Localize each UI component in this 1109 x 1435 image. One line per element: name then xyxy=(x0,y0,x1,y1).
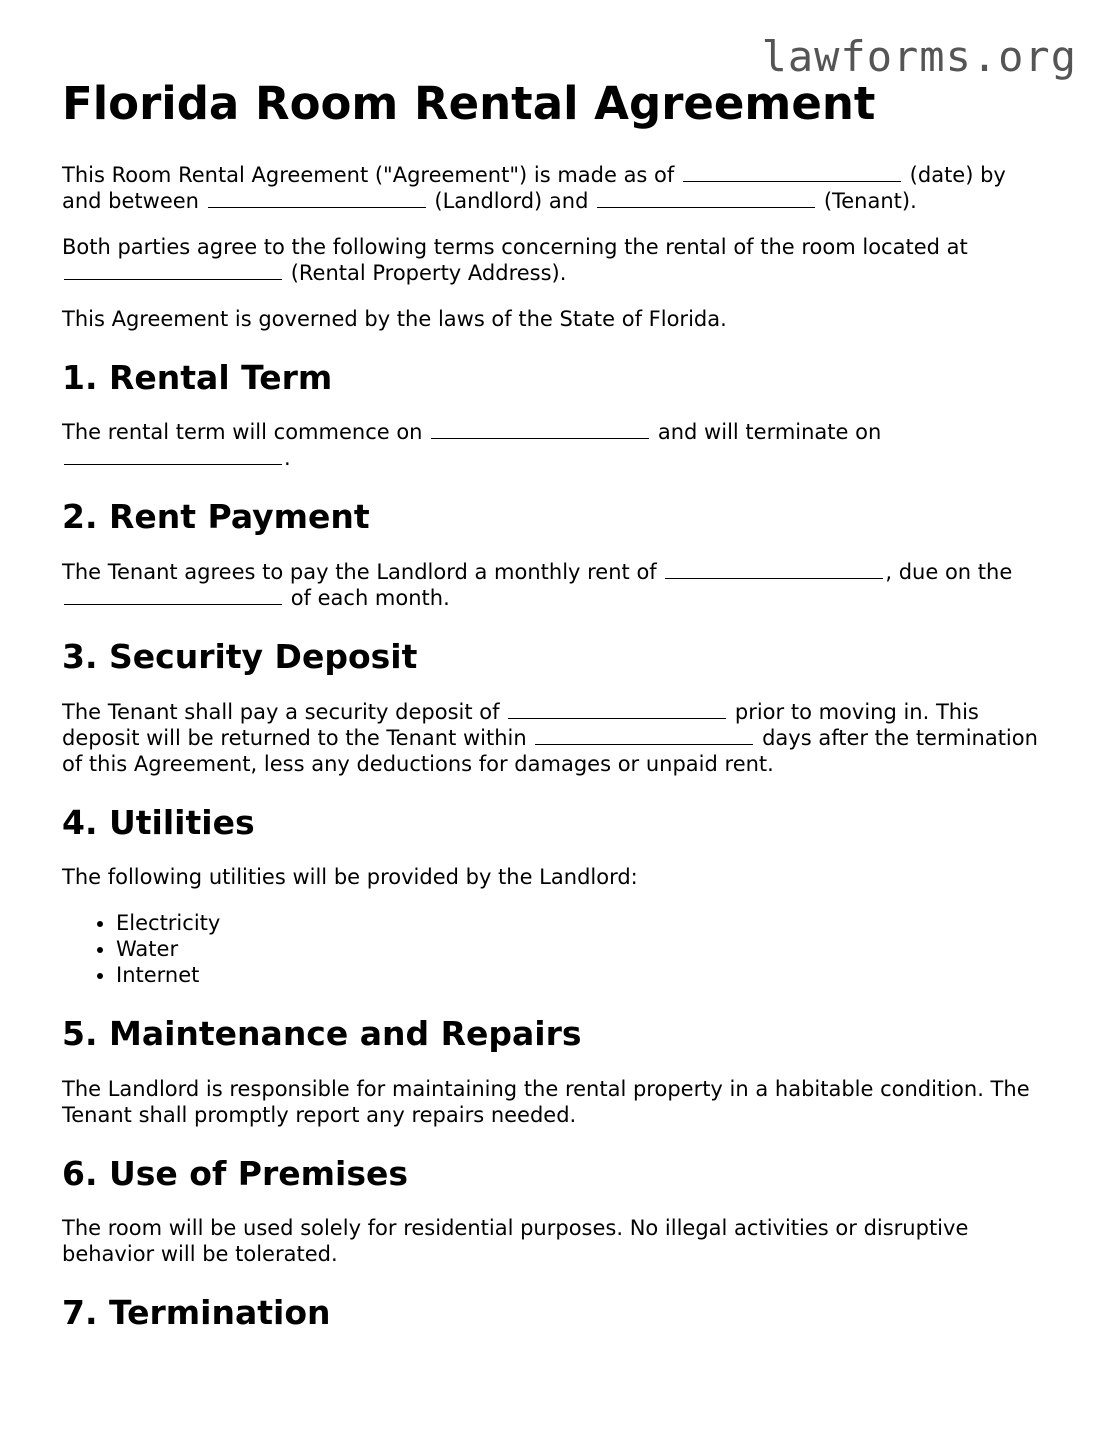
list-item: • Internet xyxy=(116,962,1052,988)
rental-term-text-c: . xyxy=(284,446,291,471)
intro-text-c: (Landlord) and xyxy=(434,188,589,213)
document-body xyxy=(62,78,1052,1355)
utilities-list xyxy=(62,910,1052,988)
monthly-rent-blank[interactable] xyxy=(665,560,883,579)
rental-term-paragraph xyxy=(62,419,1052,471)
rent-payment-text-a: The Tenant agrees to pay the Landlord a monthly rent of xyxy=(62,559,657,584)
governing-law-paragraph: This Agreement is governed by the laws of the State of Florida. xyxy=(62,306,727,331)
deposit-amount-blank[interactable] xyxy=(508,700,726,719)
use-of-premises-paragraph: The room will be used solely for residential purposes. No illegal activities or disruptive behavior will be tolerated. xyxy=(62,1216,969,1267)
rental-term-text-b: and will terminate on xyxy=(657,420,882,445)
section-heading-security-deposit: 3. Security Deposit xyxy=(62,636,418,676)
tenant-blank[interactable] xyxy=(597,189,815,208)
deposit-text-b: prior to moving in. This deposit will be returned to the Tenant within xyxy=(62,699,979,750)
deposit-text-c: days after the termination of this Agreement, less any deductions for damages or unpaid rent. xyxy=(62,725,1038,776)
maintenance-paragraph: The Landlord is responsible for maintaining the rental property in a habitable condition. The Tenant shall promptly report any repairs needed. xyxy=(62,1076,1030,1127)
rent-payment-text-c: of each month. xyxy=(290,585,450,610)
section-heading-maintenance: 5. Maintenance and Repairs xyxy=(62,1014,582,1054)
watermark-text: lawforms.org xyxy=(761,32,1077,81)
due-day-blank[interactable] xyxy=(64,586,282,605)
intro-text-a: This Room Rental Agreement ("Agreement") is made as of xyxy=(62,162,675,187)
section-heading-rental-term: 1. Rental Term xyxy=(62,357,333,397)
date-blank[interactable] xyxy=(683,163,901,182)
deposit-text-a: The Tenant shall pay a security deposit of xyxy=(62,699,500,724)
section-heading-rent-payment: 2. Rent Payment xyxy=(62,497,370,537)
return-days-blank[interactable] xyxy=(535,726,753,745)
utilities-paragraph: The following utilities will be provided by the Landlord: xyxy=(62,865,638,890)
section-heading-use-of-premises: 6. Use of Premises xyxy=(62,1153,409,1193)
intro-text-d: (Tenant). xyxy=(823,188,917,213)
landlord-blank[interactable] xyxy=(208,189,426,208)
intro-paragraph-property xyxy=(62,234,1052,286)
property-text-a: Both parties agree to the following terms concerning the rental of the room located at xyxy=(62,234,968,259)
rent-payment-paragraph xyxy=(62,559,1052,611)
commence-date-blank[interactable] xyxy=(431,420,649,439)
security-deposit-paragraph xyxy=(62,699,1052,777)
intro-text-b: (date) by and between xyxy=(62,162,1006,213)
intro-paragraph-parties xyxy=(62,162,1052,214)
property-text-b: (Rental Property Address). xyxy=(290,260,567,285)
section-heading-utilities: 4. Utilities xyxy=(62,802,255,842)
rental-term-text-a: The rental term will commence on xyxy=(62,420,423,445)
section-heading-termination: 7. Termination xyxy=(62,1293,331,1333)
list-item: • Water xyxy=(116,936,1052,962)
rent-payment-text-b: , due on the xyxy=(885,559,1013,584)
terminate-date-blank[interactable] xyxy=(64,446,282,465)
property-address-blank[interactable] xyxy=(64,261,282,280)
list-item: • Electricity xyxy=(116,910,1052,936)
document-title: Florida Room Rental Agreement xyxy=(62,77,876,130)
